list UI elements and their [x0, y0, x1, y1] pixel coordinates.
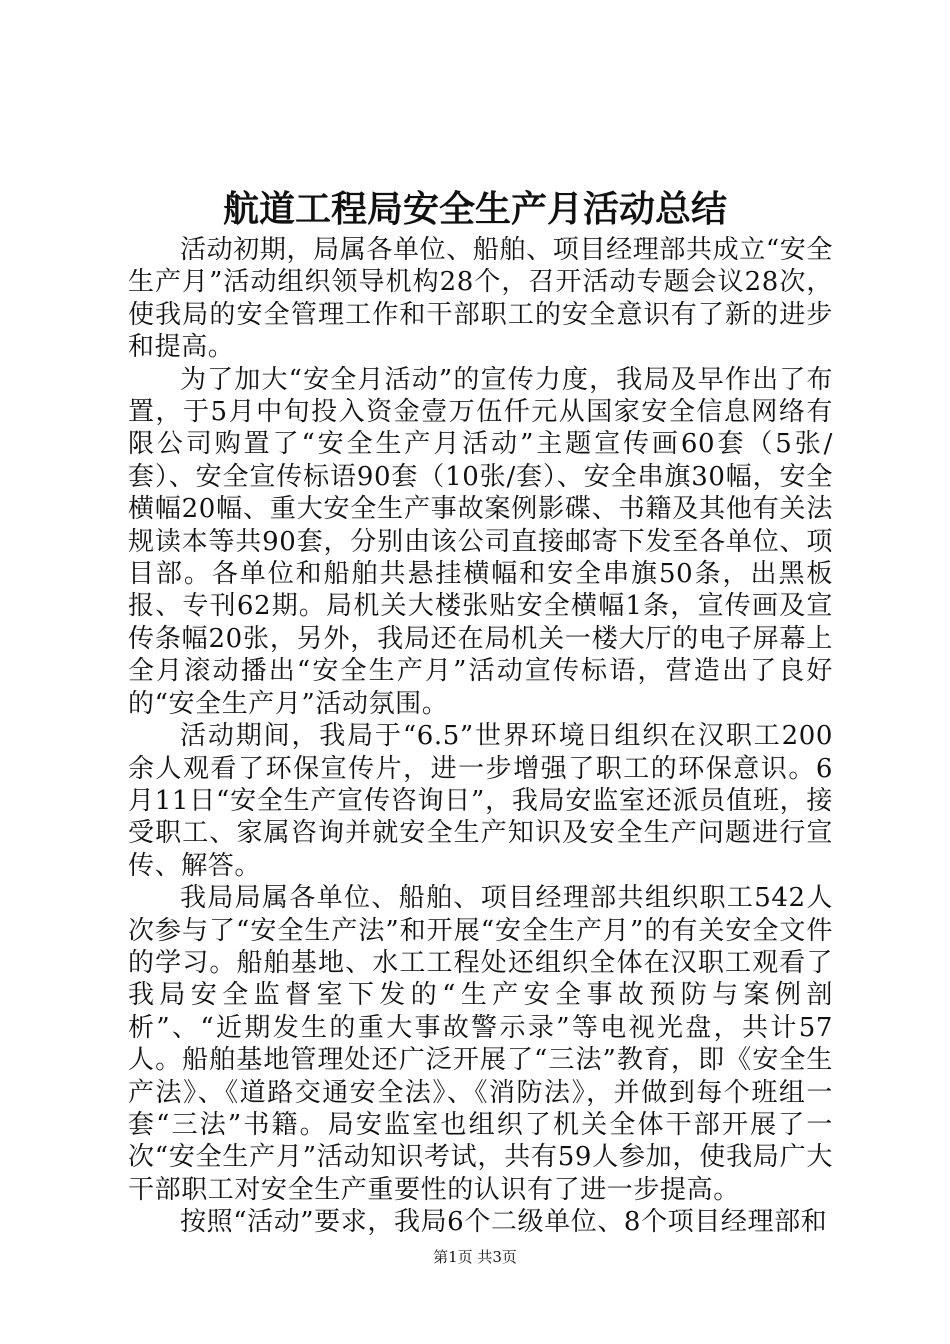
page-footer: 第1页 共3页 — [433, 1248, 517, 1266]
paragraph: 按照“活动”要求，我局6个二级单位、8个项目经理部和 — [180, 1207, 828, 1238]
paragraph: 活动初期，局属各单位、船舶、项目经理部共成立“安全生产月”活动组织领导机构28个，召开活动专题会议28次，使我局的安全管理工作和干部职工的安全意识有了新的进步和提高。 — [128, 235, 833, 363]
paragraph: 我局局属各单位、船舶、项目经理部共组织职工542人次参与了“安全生产法”和开展“安全生产月”的有关安全文件的学习。船舶基地、水工工程处还组织全体在汉职工观看了我局安全监督室下发的“生产安全事故预防与案例剖析”、“近期发生的重大事故警示录”等电视光盘，共计57人。船舶基地管理处还广泛开展了“三法”教育，即《安全生产法》、《道路交通安全法》、《消防法》，并做到每个班组一套“三法”书籍。局安监室也组织了机关全体干部开展了一次“安全生产月”活动知识考试，共有59人参加，使我局广大干部职工对安全生产重要性的认识有了进一步提高。 — [128, 883, 833, 1205]
document-body — [128, 234, 833, 1239]
document-title: 航道工程局安全生产月活动总结 — [222, 188, 727, 230]
paragraph: 为了加大“安全月活动”的宣传力度，我局及早作出了布置，于5月中旬投入资金壹万伍仟元从国家安全信息网络有限公司购置了“安全生产月活动”主题宣传画60套（5张/套）、安全宣传标语90套（10张/套）、安全串旗30幅，安全横幅20幅、重大安全生产事故案例影碟、书籍及其他有关法规读本等共90套，分别由该公司直接邮寄下发至各单位、项目部。各单位和船舶共悬挂横幅和安全串旗50条，出黑板报、专刊62期。局机关大楼张贴安全横幅1条，宣传画及宣传条幅20张，另外，我局还在局机关一楼大厅的电子屏幕上全月滚动播出“安全生产月”活动宣传标语，营造出了良好的“安全生产月”活动氛围。 — [128, 364, 833, 719]
paragraph: 活动期间，我局于“6.5”世界环境日组织在汉职工200余人观看了环保宣传片，进一步增强了职工的环保意识。6月11日“安全生产宣传咨询日”，我局安监室还派员值班，接受职工、家属咨询并就安全生产知识及安全生产问题进行宣传、解答。 — [128, 721, 833, 881]
